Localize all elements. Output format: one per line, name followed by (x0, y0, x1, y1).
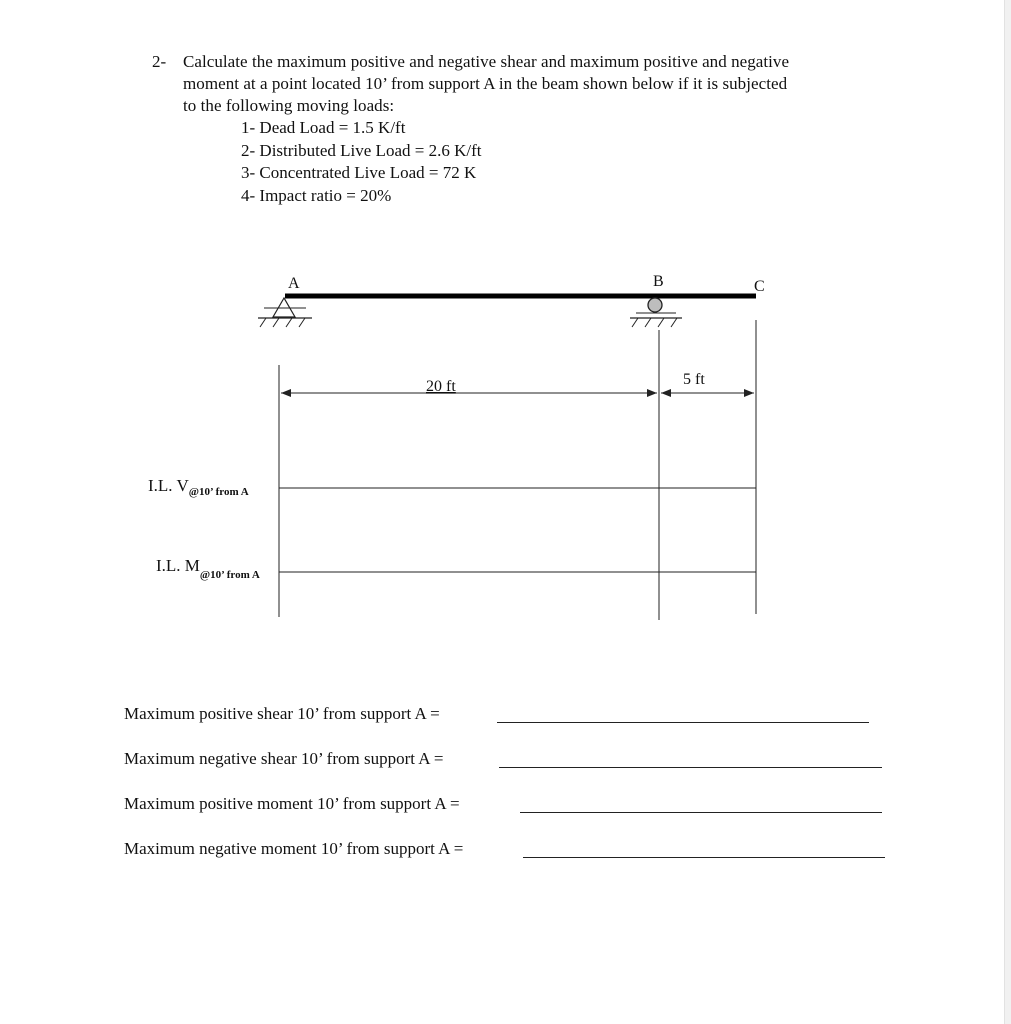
dimension-ab (281, 389, 657, 397)
pin-support-a (258, 298, 312, 327)
answer-negative-moment-blank[interactable] (523, 857, 885, 858)
answer-positive-shear-label: Maximum positive shear 10’ from support A = (124, 704, 440, 723)
end-c-label: C (754, 278, 765, 295)
span-ab-label: 20 ft (426, 378, 456, 395)
il-moment-label (156, 556, 260, 581)
load-item-distributed-live: 2- Distributed Live Load = 2.6 K/ft (241, 141, 482, 160)
support-a-label: A (288, 275, 300, 292)
answer-positive-moment-blank[interactable] (520, 812, 882, 813)
roller-support-b (630, 298, 682, 327)
answer-negative-shear-label: Maximum negative shear 10’ from support A = (124, 749, 444, 768)
answer-negative-shear-blank[interactable] (499, 767, 882, 768)
question-line-2: moment at a point located 10’ from support A in the beam shown below if it is subjected (183, 74, 788, 93)
span-bc-label: 5 ft (683, 371, 705, 388)
il-shear-label (148, 476, 249, 496)
answer-positive-moment-label: Maximum positive moment 10’ from support A = (124, 794, 460, 813)
il-shear-main: I.L. V (148, 476, 189, 495)
il-shear-sub: @10’ from A (188, 486, 249, 498)
answer-positive-shear-blank[interactable] (497, 722, 869, 723)
load-item-dead: 1- Dead Load = 1.5 K/ft (241, 118, 406, 137)
question-line-1: Calculate the maximum positive and negative shear and maximum positive and negative (183, 52, 790, 71)
support-b-label: B (653, 273, 664, 290)
answer-negative-moment-label: Maximum negative moment 10’ from support A = (124, 839, 464, 858)
question-number: 2- (152, 52, 167, 71)
load-item-impact: 4- Impact ratio = 20% (241, 186, 392, 205)
question-line-3: to the following moving loads: (183, 96, 395, 115)
il-moment-sub: @10’ from A (199, 569, 260, 581)
dimension-bc (661, 389, 754, 397)
load-item-concentrated-live: 3- Concentrated Live Load = 72 K (241, 163, 477, 182)
il-moment-main: I.L. M (156, 556, 200, 575)
